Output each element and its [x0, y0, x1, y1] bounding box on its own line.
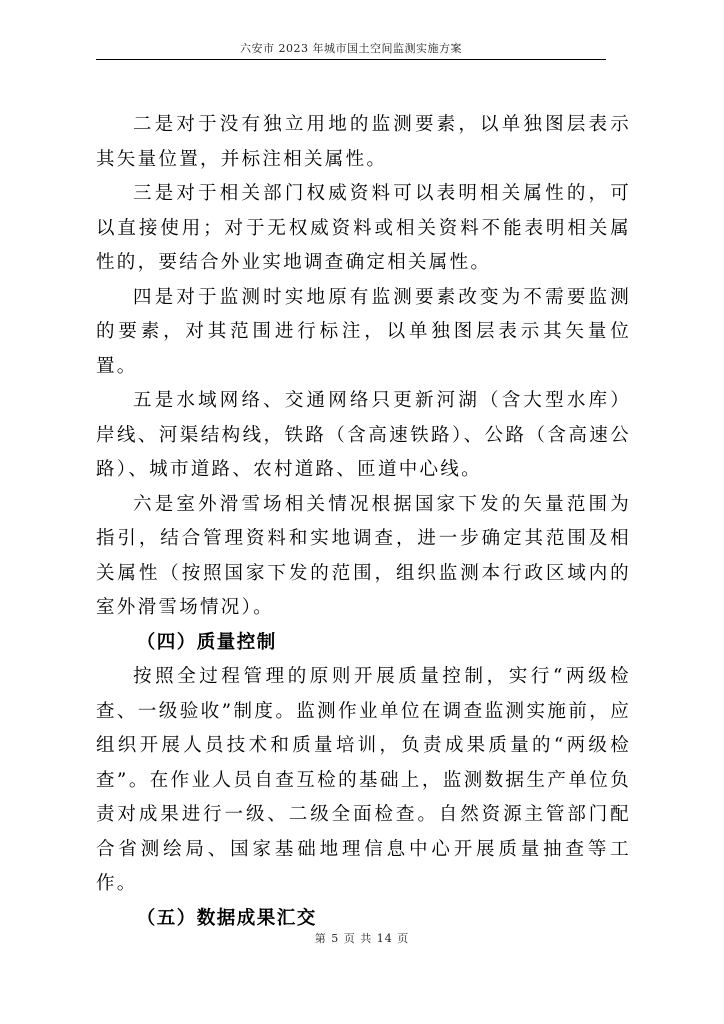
paragraph-item-4: 四是对于监测时实地原有监测要素改变为不需要监测的要素，对其范围进行标注，以单独图层表示其矢量位置。 — [96, 286, 631, 377]
page-header: 六安市 2023 年城市国土空间监测实施方案 — [240, 42, 462, 55]
page-number: 第 5 页 共 14 页 — [314, 932, 410, 945]
section-heading-data-submission: （五）数据成果汇交 — [136, 907, 317, 929]
paragraph-quality-control: 按照全过程管理的原则开展质量控制，实行“两级检查、一级验收”制度。监测作业单位在调查监测实施前，应组织开展人员技术和质量培训，负责成果质量的“两级检查”。在作业人员自查互检的基础上，监测数据生产单位负责对成果进行一级、二级全面检查。自然资源主管部门配合省测绘局、国家基础地理信息中心开展质量抽查等工作。 — [96, 666, 631, 894]
paragraph-item-5: 五是水域网络、交通网络只更新河湖（含大型水库）岸线、河渠结构线，铁路（含高速铁路）、公路（含高速公路）、城市道路、农村道路、匝道中心线。 — [96, 390, 631, 480]
body-content — [96, 108, 631, 936]
paragraph-item-6: 六是室外滑雪场相关情况根据国家下发的矢量范围为指引，结合管理资料和实地调查，进一步确定其范围及相关属性（按照国家下发的范围，组织监测本行政区域内的室外滑雪场情况）。 — [96, 493, 631, 618]
header-divider — [96, 59, 606, 60]
paragraph-item-3: 三是对于相关部门权威资料可以表明相关属性的，可以直接使用；对于无权威资料或相关资料不能表明相关属性的，要结合外业实地调查确定相关属性。 — [96, 183, 631, 273]
paragraph-item-2: 二是对于没有独立用地的监测要素，以单独图层表示其矢量位置，并标注相关属性。 — [96, 114, 631, 170]
section-heading-quality-control: （四）质量控制 — [136, 631, 277, 653]
